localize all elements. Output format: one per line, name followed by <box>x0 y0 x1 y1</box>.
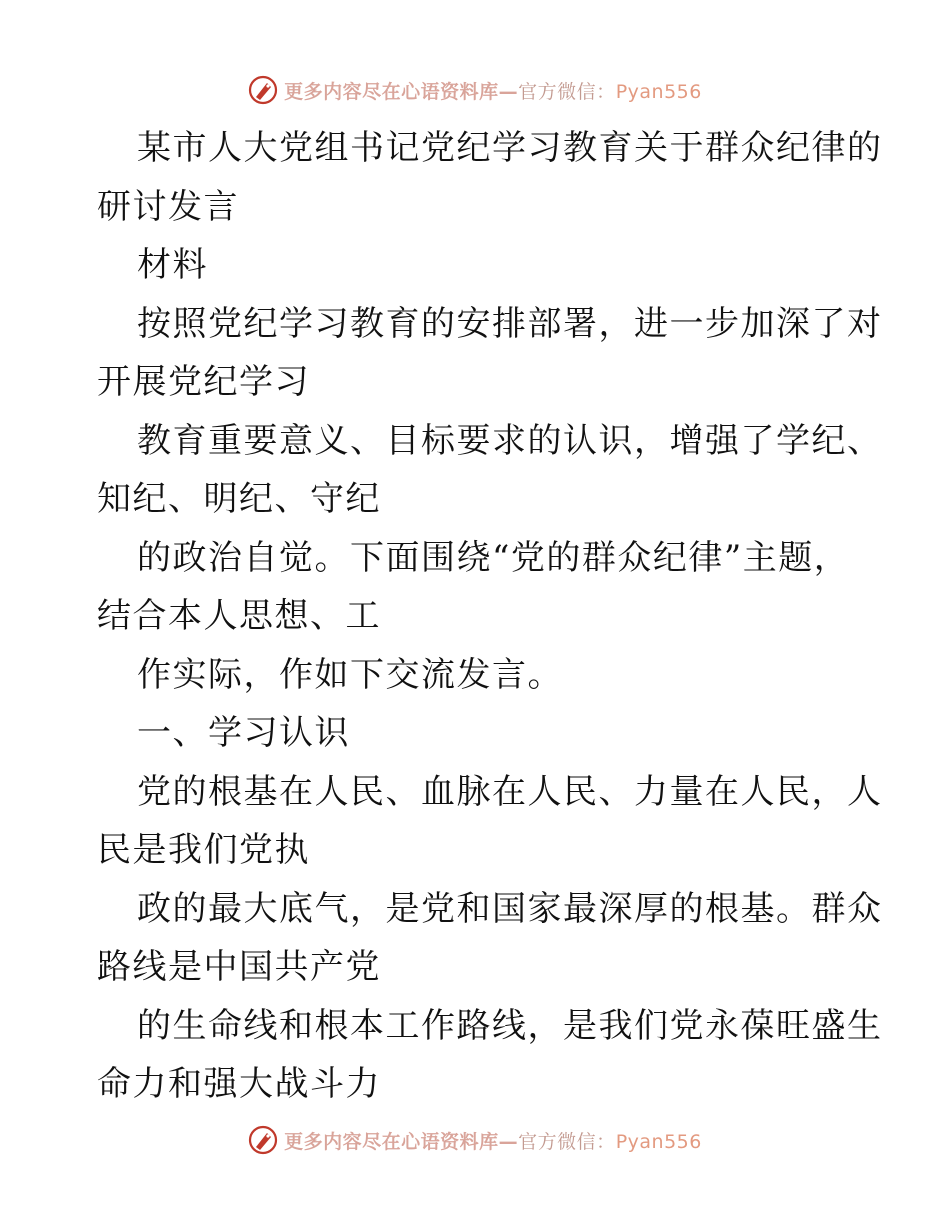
paragraph-line: 作实际，作如下交流发言。 <box>137 654 563 695</box>
paragraph-line: 党的根基在人民、血脉在人民、力量在人民，人 <box>137 771 883 812</box>
paragraph-line: 路线是中国共产党 <box>97 947 381 987</box>
watermark-dash: — <box>498 1130 519 1153</box>
pen-nib-logo-icon <box>248 75 278 105</box>
paragraph-line: 政的最大底气，是党和国家最深厚的根基。群众 <box>137 888 883 929</box>
document-body <box>97 119 883 1114</box>
paragraph-line: 结合本人思想、工 <box>97 596 381 636</box>
document-title-line-1: 某市人大党组书记党纪学习教育关于群众纪律的 <box>137 128 883 168</box>
paragraph-line: 开展党纪学习 <box>97 362 310 402</box>
watermark-wechat-id: Pyan556 <box>615 1130 702 1153</box>
document-title-line-3: 材料 <box>137 245 208 285</box>
paragraph-line: 教育重要意义、目标要求的认识，增强了学纪、 <box>137 420 883 461</box>
watermark-site-text: 更多内容尽在心语资料库 <box>284 1130 499 1153</box>
watermark-banner-top <box>0 70 950 110</box>
watermark-site-text: 更多内容尽在心语资料库 <box>284 80 499 103</box>
paragraph-line: 知纪、明纪、守纪 <box>97 479 381 519</box>
watermark-banner-bottom <box>0 1120 950 1160</box>
paragraph-line: 民是我们党执 <box>97 830 310 870</box>
pen-nib-logo-icon <box>248 1125 278 1155</box>
watermark-text <box>284 77 702 104</box>
paragraph-line: 命力和强大战斗力 <box>97 1064 381 1104</box>
paragraph-line: 的生命线和根本工作路线，是我们党永葆旺盛生 <box>137 1005 883 1046</box>
watermark-wechat-label: 官方微信： <box>518 1130 616 1153</box>
paragraph-line: 按照党纪学习教育的安排部署，进一步加深了对 <box>137 303 883 344</box>
watermark-text <box>284 1127 702 1154</box>
watermark-dash: — <box>498 80 519 103</box>
paragraph-line: 的政治自觉。下面围绕“党的群众纪律”主题， <box>137 537 850 578</box>
watermark-wechat-id: Pyan556 <box>615 80 702 103</box>
watermark-wechat-label: 官方微信： <box>518 80 616 103</box>
document-title-line-2: 研讨发言 <box>97 186 239 227</box>
section-heading: 一、学习认识 <box>137 713 350 753</box>
